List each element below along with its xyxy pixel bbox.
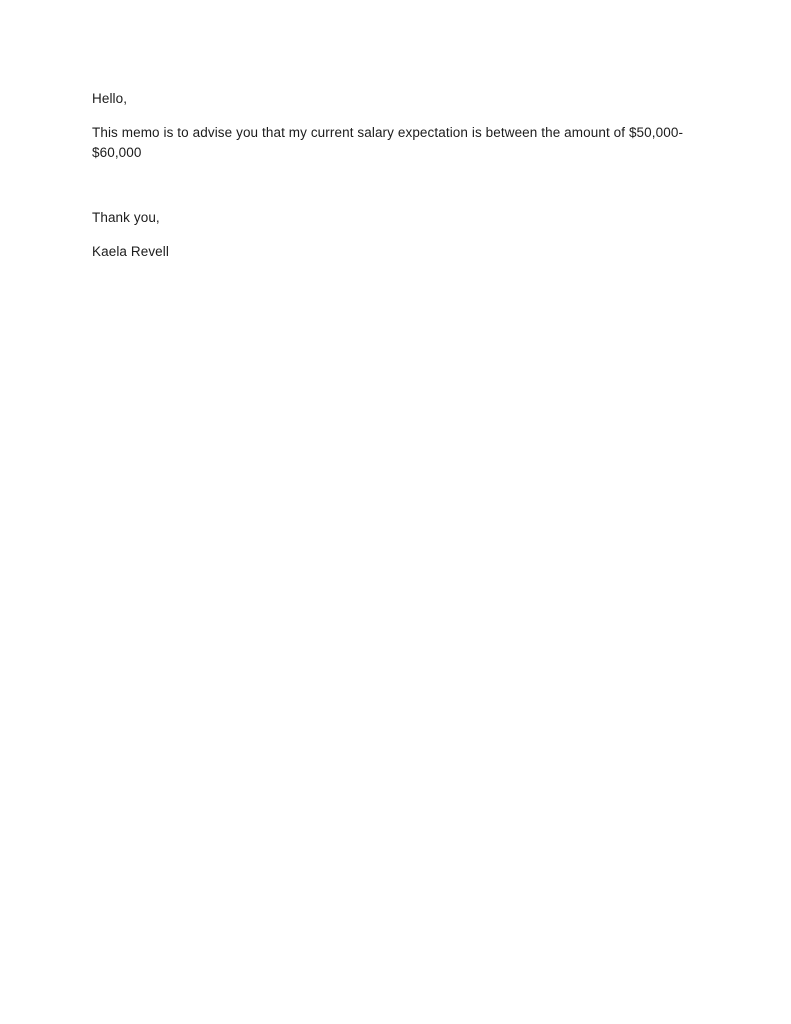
body-paragraph (92, 123, 692, 163)
signature-line: Kaela Revell (92, 244, 169, 259)
greeting-line: Hello, (92, 91, 128, 106)
closing-line: Thank you, (92, 210, 160, 225)
body-line-2: $60,000 (92, 145, 142, 160)
body-line-1: This memo is to advise you that my current salary expectation is between the amount of $50,000- (92, 125, 684, 140)
